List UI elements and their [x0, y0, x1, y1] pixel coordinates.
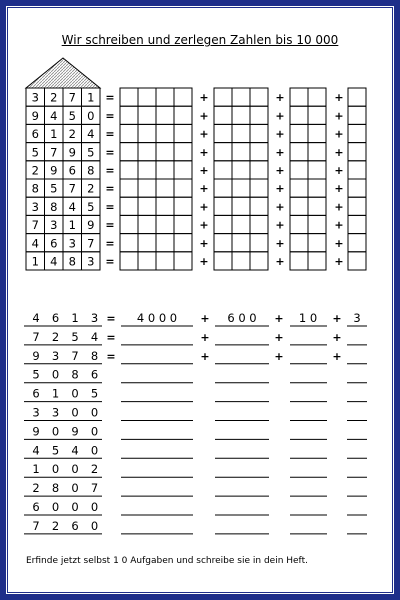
answer-box — [156, 252, 174, 270]
answer-box — [156, 161, 174, 179]
answer-box — [232, 124, 250, 142]
answer-box — [232, 88, 250, 106]
answer-box — [232, 197, 250, 215]
equals-sign: = — [106, 312, 116, 325]
plus-sign: + — [199, 145, 209, 159]
answer-box — [214, 234, 232, 252]
answer-box — [250, 124, 268, 142]
answer-box — [156, 124, 174, 142]
answer-box — [174, 161, 192, 179]
expansion-digit: 3 — [51, 348, 60, 363]
expansion-digit: 7 — [90, 481, 99, 496]
expansion-digit: 9 — [71, 424, 79, 439]
expansion-digit: 4 — [32, 311, 40, 325]
answer-box — [138, 88, 156, 106]
plus-sign: + — [200, 330, 210, 344]
plus-sign: + — [199, 200, 209, 214]
expansion-digit: 4 — [32, 443, 40, 458]
expansion-digit: 0 — [71, 386, 79, 401]
answer-box — [120, 179, 138, 197]
answer-box — [214, 252, 232, 270]
plus-sign: + — [334, 91, 344, 105]
answer-box — [120, 124, 138, 142]
answer-box — [308, 197, 326, 215]
answer-box — [348, 143, 366, 161]
answer-box — [232, 106, 250, 124]
answer-box — [156, 179, 174, 197]
answer-box — [214, 215, 232, 233]
expansion-digit: 0 — [90, 500, 99, 514]
expansion-digit: 6 — [32, 386, 40, 401]
house-digit: 7 — [68, 181, 76, 196]
house-digit: 2 — [50, 90, 58, 105]
expansion-digit: 5 — [71, 329, 79, 344]
answer-box — [174, 124, 192, 142]
plus-sign: + — [200, 349, 210, 363]
plus-sign: + — [275, 109, 285, 123]
expansion-digit: 8 — [71, 367, 79, 382]
expansion-digit: 5 — [51, 443, 60, 458]
house-digit: 2 — [31, 163, 39, 178]
house-digit: 1 — [87, 90, 95, 105]
house-digit: 8 — [87, 163, 95, 178]
answer-box — [120, 252, 138, 270]
answer-box — [290, 106, 308, 124]
expansion-digit: 9 — [32, 424, 40, 439]
answer-box — [174, 143, 192, 161]
answer-box — [348, 161, 366, 179]
answer-box — [138, 179, 156, 197]
answer-box — [138, 143, 156, 161]
equals-sign: = — [105, 109, 115, 123]
answer-part: 1 0 — [298, 311, 318, 325]
expansion-digit: 8 — [90, 348, 99, 363]
house-digit: 9 — [31, 108, 39, 123]
plus-sign: + — [275, 127, 285, 141]
answer-box — [214, 143, 232, 161]
equals-sign: = — [106, 349, 116, 363]
house-digit: 0 — [87, 108, 95, 123]
expansion-digit: 6 — [90, 367, 99, 382]
answer-box — [214, 179, 232, 197]
answer-box — [348, 197, 366, 215]
answer-box — [308, 234, 326, 252]
expansion-digit: 7 — [71, 348, 79, 363]
answer-box — [174, 215, 192, 233]
answer-box — [156, 106, 174, 124]
house-digit: 5 — [87, 199, 95, 214]
plus-sign: + — [334, 109, 344, 123]
answer-box — [250, 215, 268, 233]
answer-box — [308, 88, 326, 106]
plus-sign: + — [275, 236, 285, 250]
expansion-digit: 2 — [51, 518, 60, 533]
expansion-digit: 0 — [71, 481, 79, 496]
expansion-digit: 0 — [71, 462, 79, 477]
answer-box — [290, 88, 308, 106]
house-digit: 8 — [50, 199, 58, 214]
answer-box — [290, 161, 308, 179]
answer-box — [308, 161, 326, 179]
answer-box — [214, 106, 232, 124]
expansion-digit: 0 — [90, 443, 99, 458]
answer-box — [138, 215, 156, 233]
house-digit: 8 — [31, 181, 39, 196]
answer-box — [232, 143, 250, 161]
expansion-digit: 0 — [90, 405, 99, 420]
plus-sign: + — [334, 145, 344, 159]
answer-box — [250, 179, 268, 197]
plus-sign: + — [334, 200, 344, 214]
answer-box — [120, 88, 138, 106]
expansion-digit: 0 — [51, 462, 60, 477]
plus-sign: + — [332, 312, 342, 325]
answer-box — [290, 252, 308, 270]
house-digit: 3 — [50, 218, 58, 233]
plus-sign: + — [334, 236, 344, 250]
plus-sign: + — [334, 182, 344, 196]
answer-box — [290, 197, 308, 215]
plus-sign: + — [334, 127, 344, 141]
house-digit: 5 — [50, 181, 58, 196]
plus-sign: + — [275, 255, 285, 268]
answer-box — [308, 106, 326, 124]
answer-box — [120, 143, 138, 161]
plus-sign: + — [199, 218, 209, 232]
answer-box — [308, 215, 326, 233]
answer-box — [156, 88, 174, 106]
equals-sign: = — [105, 200, 115, 214]
expansion-digit: 4 — [90, 329, 99, 344]
expansion-digit: 5 — [32, 367, 40, 382]
equals-sign: = — [105, 145, 115, 159]
answer-box — [120, 197, 138, 215]
house-digit: 4 — [50, 254, 58, 269]
house-digit: 3 — [31, 199, 39, 214]
house-digit: 1 — [50, 127, 58, 142]
answer-box — [290, 124, 308, 142]
expansion-digit: 0 — [51, 424, 60, 439]
equals-sign: = — [105, 127, 115, 141]
answer-box — [250, 161, 268, 179]
answer-box — [138, 197, 156, 215]
expansion-digit: 1 — [51, 386, 60, 401]
plus-sign: + — [199, 127, 209, 141]
house-digit: 7 — [50, 145, 58, 160]
house-digit: 2 — [68, 127, 76, 142]
answer-box — [348, 252, 366, 270]
answer-box — [250, 106, 268, 124]
house-digit: 5 — [87, 145, 95, 160]
house-digit: 4 — [68, 199, 76, 214]
answer-box — [232, 161, 250, 179]
answer-box — [290, 179, 308, 197]
expansion-digit: 8 — [51, 481, 60, 496]
expansion-digit: 5 — [90, 386, 99, 401]
plus-sign: + — [275, 218, 285, 232]
plus-sign: + — [275, 200, 285, 214]
house-digit: 7 — [68, 90, 76, 105]
equals-sign: = — [105, 91, 115, 105]
answer-part: 6 0 0 — [227, 311, 257, 325]
answer-box — [290, 143, 308, 161]
answer-box — [174, 106, 192, 124]
expansion-digit: 3 — [90, 311, 99, 325]
plus-sign: + — [199, 109, 209, 123]
answer-box — [348, 106, 366, 124]
expansion-digit: 6 — [51, 311, 60, 325]
answer-box — [308, 252, 326, 270]
answer-box — [120, 106, 138, 124]
expansion-digit: 2 — [90, 462, 99, 477]
house-digit: 7 — [87, 236, 95, 251]
answer-box — [232, 215, 250, 233]
expansion-digit: 0 — [90, 518, 99, 533]
plus-sign: + — [275, 145, 285, 159]
expansion-digit: 2 — [51, 329, 60, 344]
equals-sign: = — [105, 164, 115, 177]
answer-box — [120, 161, 138, 179]
plus-sign: + — [199, 164, 209, 177]
expansion-digit: 7 — [32, 518, 40, 533]
equals-sign: = — [105, 236, 115, 250]
house-digit: 1 — [68, 218, 76, 233]
house-digit: 7 — [31, 218, 39, 233]
answer-box — [232, 179, 250, 197]
plus-sign: + — [332, 349, 342, 363]
house-digit: 5 — [31, 145, 39, 160]
answer-box — [156, 197, 174, 215]
house-digit: 4 — [31, 236, 39, 251]
expansion-digit: 1 — [32, 462, 40, 477]
equals-sign: = — [105, 218, 115, 232]
equals-sign: = — [105, 255, 115, 268]
house-digit: 3 — [87, 254, 95, 269]
answer-box — [250, 88, 268, 106]
house-digit: 6 — [68, 163, 76, 178]
plus-sign: + — [274, 330, 284, 344]
expansion-digit: 3 — [51, 405, 60, 420]
expansion-digit: 0 — [90, 424, 99, 439]
answer-box — [308, 124, 326, 142]
answer-box — [156, 234, 174, 252]
answer-part: 4 0 0 0 — [136, 311, 178, 325]
house-digit: 1 — [31, 254, 39, 269]
plus-sign: + — [274, 312, 284, 325]
plus-sign: + — [334, 164, 344, 177]
plus-sign: + — [275, 164, 285, 177]
answer-box — [138, 124, 156, 142]
equals-sign: = — [105, 182, 115, 196]
expansion-digit: 0 — [51, 500, 60, 514]
answer-box — [214, 161, 232, 179]
plus-sign: + — [334, 255, 344, 268]
expansion-digit: 7 — [32, 329, 40, 344]
expansion-digit: 6 — [71, 518, 79, 533]
answer-box — [156, 215, 174, 233]
house-digit: 8 — [68, 254, 76, 269]
expansion-digit: 0 — [71, 500, 79, 514]
answer-box — [290, 234, 308, 252]
expansion-digit: 0 — [51, 367, 60, 382]
page-title: Wir schreiben und zerlegen Zahlen bis 10 000 — [61, 33, 339, 47]
house-digit: 4 — [87, 127, 95, 142]
answer-box — [250, 197, 268, 215]
answer-box — [290, 215, 308, 233]
plus-sign: + — [199, 91, 209, 105]
plus-sign: + — [199, 236, 209, 250]
house-digit: 9 — [68, 145, 76, 160]
plus-sign: + — [275, 91, 285, 105]
answer-box — [250, 234, 268, 252]
answer-box — [348, 179, 366, 197]
answer-box — [156, 143, 174, 161]
answer-box — [120, 215, 138, 233]
answer-box — [138, 252, 156, 270]
house-digit: 3 — [31, 90, 39, 105]
answer-box — [138, 161, 156, 179]
plus-sign: + — [199, 182, 209, 196]
expansion-digit: 4 — [71, 443, 79, 458]
answer-box — [348, 88, 366, 106]
house-digit: 9 — [50, 163, 58, 178]
answer-box — [308, 143, 326, 161]
plus-sign: + — [334, 218, 344, 232]
answer-box — [138, 234, 156, 252]
expansion-digit: 0 — [71, 405, 79, 420]
equals-sign: = — [106, 330, 116, 344]
answer-box — [174, 234, 192, 252]
answer-part: 3 — [353, 311, 361, 325]
answer-box — [120, 234, 138, 252]
answer-box — [214, 197, 232, 215]
house-digit: 6 — [31, 127, 39, 142]
footer-instruction: Erfinde jetzt selbst 1 0 Aufgaben und schreibe sie in dein Heft. — [26, 556, 308, 566]
plus-sign: + — [275, 182, 285, 196]
expansion-digit: 9 — [32, 348, 40, 363]
house-digit: 9 — [87, 218, 95, 233]
answer-box — [250, 252, 268, 270]
expansion-digit: 3 — [32, 405, 40, 420]
house-digit: 3 — [68, 236, 76, 251]
answer-box — [232, 252, 250, 270]
answer-box — [348, 234, 366, 252]
expansion-digit: 2 — [32, 481, 40, 496]
answer-box — [214, 124, 232, 142]
expansion-digit: 6 — [32, 500, 40, 514]
answer-box — [250, 143, 268, 161]
plus-sign: + — [200, 312, 210, 325]
answer-box — [348, 215, 366, 233]
answer-box — [174, 179, 192, 197]
house-roof — [26, 58, 100, 88]
house-digit: 5 — [68, 108, 76, 123]
expansion-digit: 1 — [71, 311, 79, 325]
house-digit: 2 — [87, 181, 95, 196]
plus-sign: + — [274, 349, 284, 363]
answer-box — [174, 88, 192, 106]
answer-box — [174, 252, 192, 270]
answer-box — [174, 197, 192, 215]
answer-box — [348, 124, 366, 142]
answer-box — [308, 179, 326, 197]
plus-sign: + — [199, 255, 209, 268]
plus-sign: + — [332, 330, 342, 344]
answer-box — [232, 234, 250, 252]
house-digit: 6 — [50, 236, 58, 251]
answer-box — [214, 88, 232, 106]
answer-box — [138, 106, 156, 124]
house-digit: 4 — [50, 108, 58, 123]
